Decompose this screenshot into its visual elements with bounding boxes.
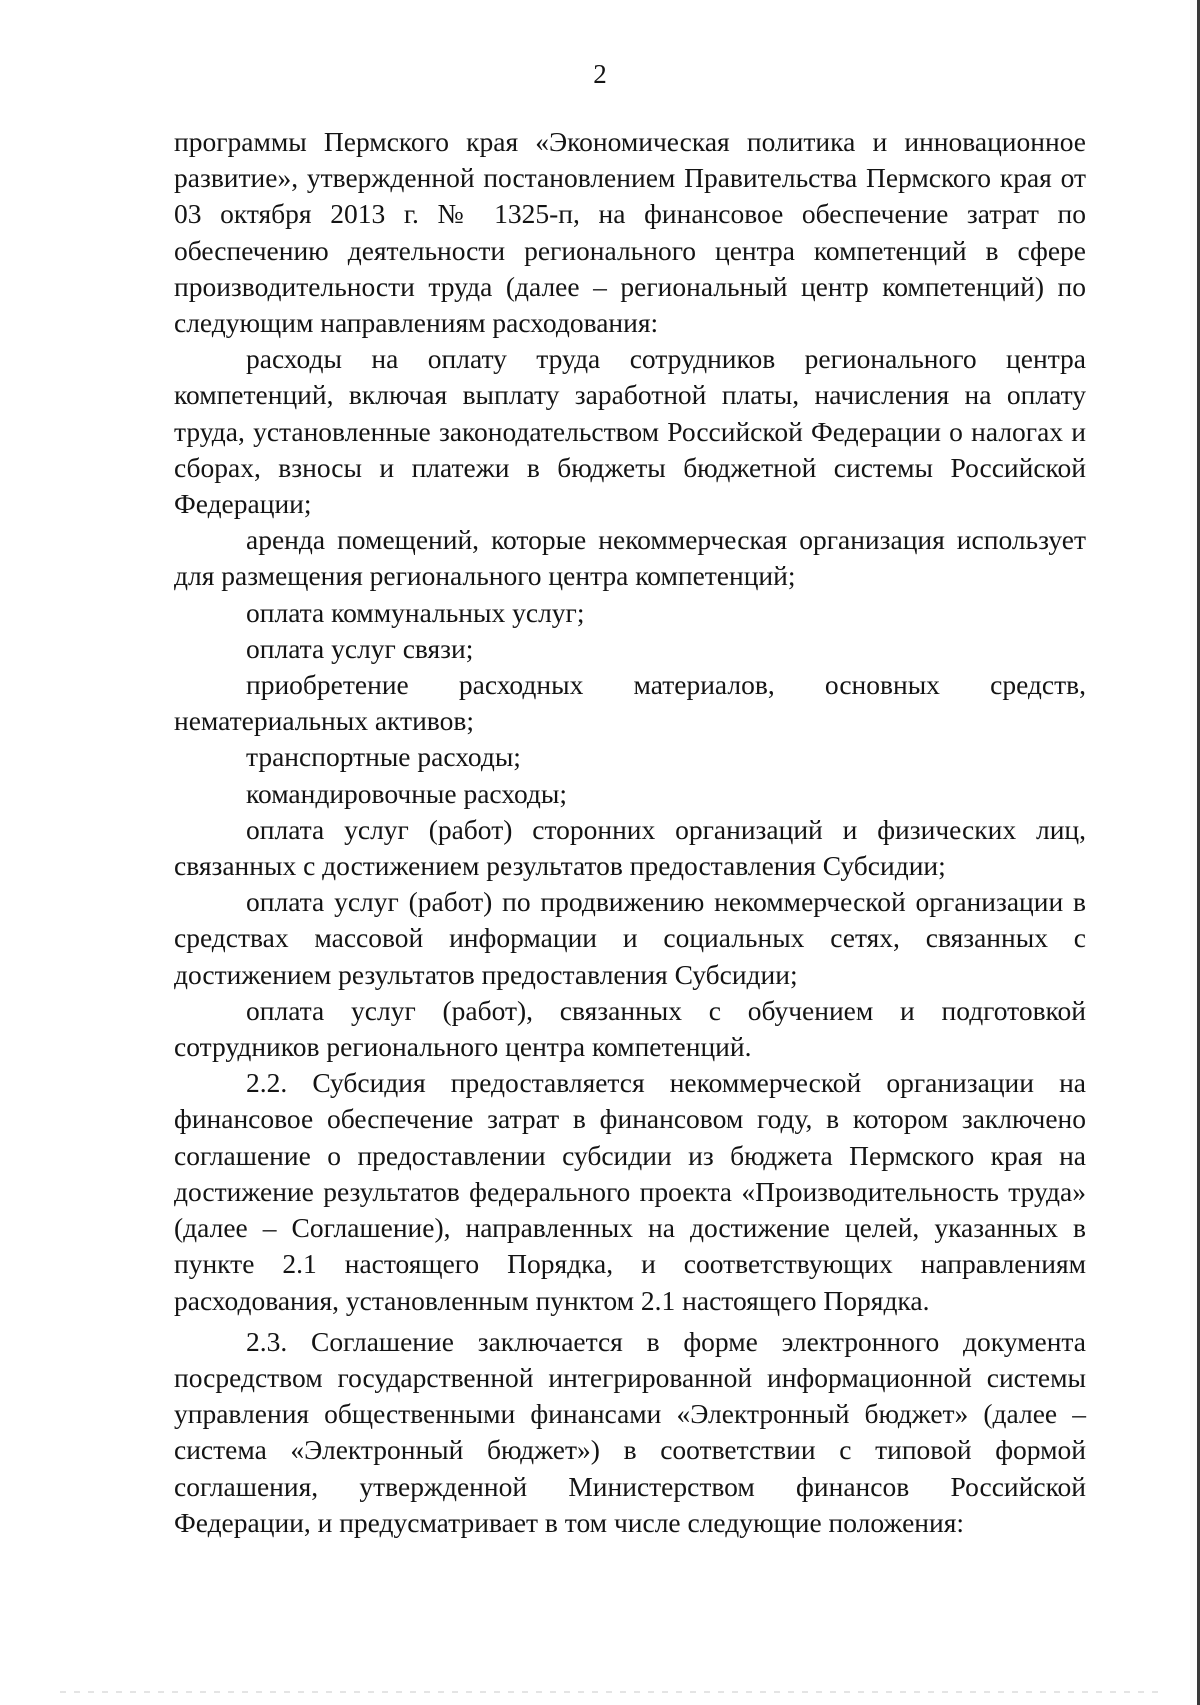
paragraph-third-party-services: оплата услуг (работ) сторонних организаций и физических лиц, связанных с достижением результатов предоставления Субсидии;	[174, 813, 1086, 882]
paragraph-training: оплата услуг (работ), связанных с обучением и подготовкой сотрудников регионального центра компетенций.	[174, 994, 1086, 1063]
paragraph-section-2-3: 2.3. Соглашение заключается в форме электронного документа посредством государственной интегрированной информационной системы управления общественными финансами «Электронный бюджет» (далее – система «Электронный бюджет») в соответствии с типовой формой соглашения, утвержденной Министерством финансов Российской Федерации, и предусматривает в том числе следующие положения:	[174, 1325, 1086, 1538]
paragraph-section-2-2: 2.2. Субсидия предоставляется некоммерческой организации на финансовое обеспечение затрат в финансовом году, в котором заключено соглашение о предоставлении субсидии из бюджета Пермского края на достижение результатов федерального проекта «Производительность труда» (далее – Соглашение), направленных на достижение целей, указанных в пункте 2.1 настоящего Порядка, и соответствующих направлениям расходования, установленным пунктом 2.1 настоящего Порядка.	[174, 1067, 1086, 1316]
scan-noise-line	[60, 1691, 1160, 1693]
paragraph-communication: оплата услуг связи;	[246, 632, 474, 664]
paragraph-materials: приобретение расходных материалов, основных средств, нематериальных активов;	[174, 669, 1086, 737]
paragraph-travel: командировочные расходы;	[246, 777, 568, 809]
paragraph-transport: транспортные расходы;	[246, 741, 521, 773]
paragraph-promotion: оплата услуг (работ) по продвижению некоммерческой организации в средствах массовой информации и социальных сетях, связанных с достижением результатов предоставления Субсидии;	[174, 886, 1086, 990]
paragraph-rent: аренда помещений, которые некоммерческая организация использует для размещения регионального центра компетенций;	[174, 524, 1086, 592]
paragraph-intro: программы Пермского края «Экономическая политика и инновационное развитие», утвержденной постановлением Правительства Пермского края от 03 октября 2013 г. № 1325-п, на финансовое обеспечение затрат по обеспечению деятельности регионального центра компетенций в сфере производительности труда (далее – региональный центр компетенций) по следующим направлениям расходования:	[174, 126, 1086, 339]
page-number: 2	[593, 59, 607, 89]
paragraph-labor-costs: расходы на оплату труда сотрудников регионального центра компетенций, включая выплату заработной платы, начисления на оплату труда, установленные законодательством Российской Федерации о налогах и сборах, взносы и платежи в бюджеты бюджетной системы Российской Федерации;	[174, 343, 1086, 520]
paragraph-utilities: оплата коммунальных услуг;	[246, 596, 585, 628]
document-body	[174, 124, 1086, 1541]
